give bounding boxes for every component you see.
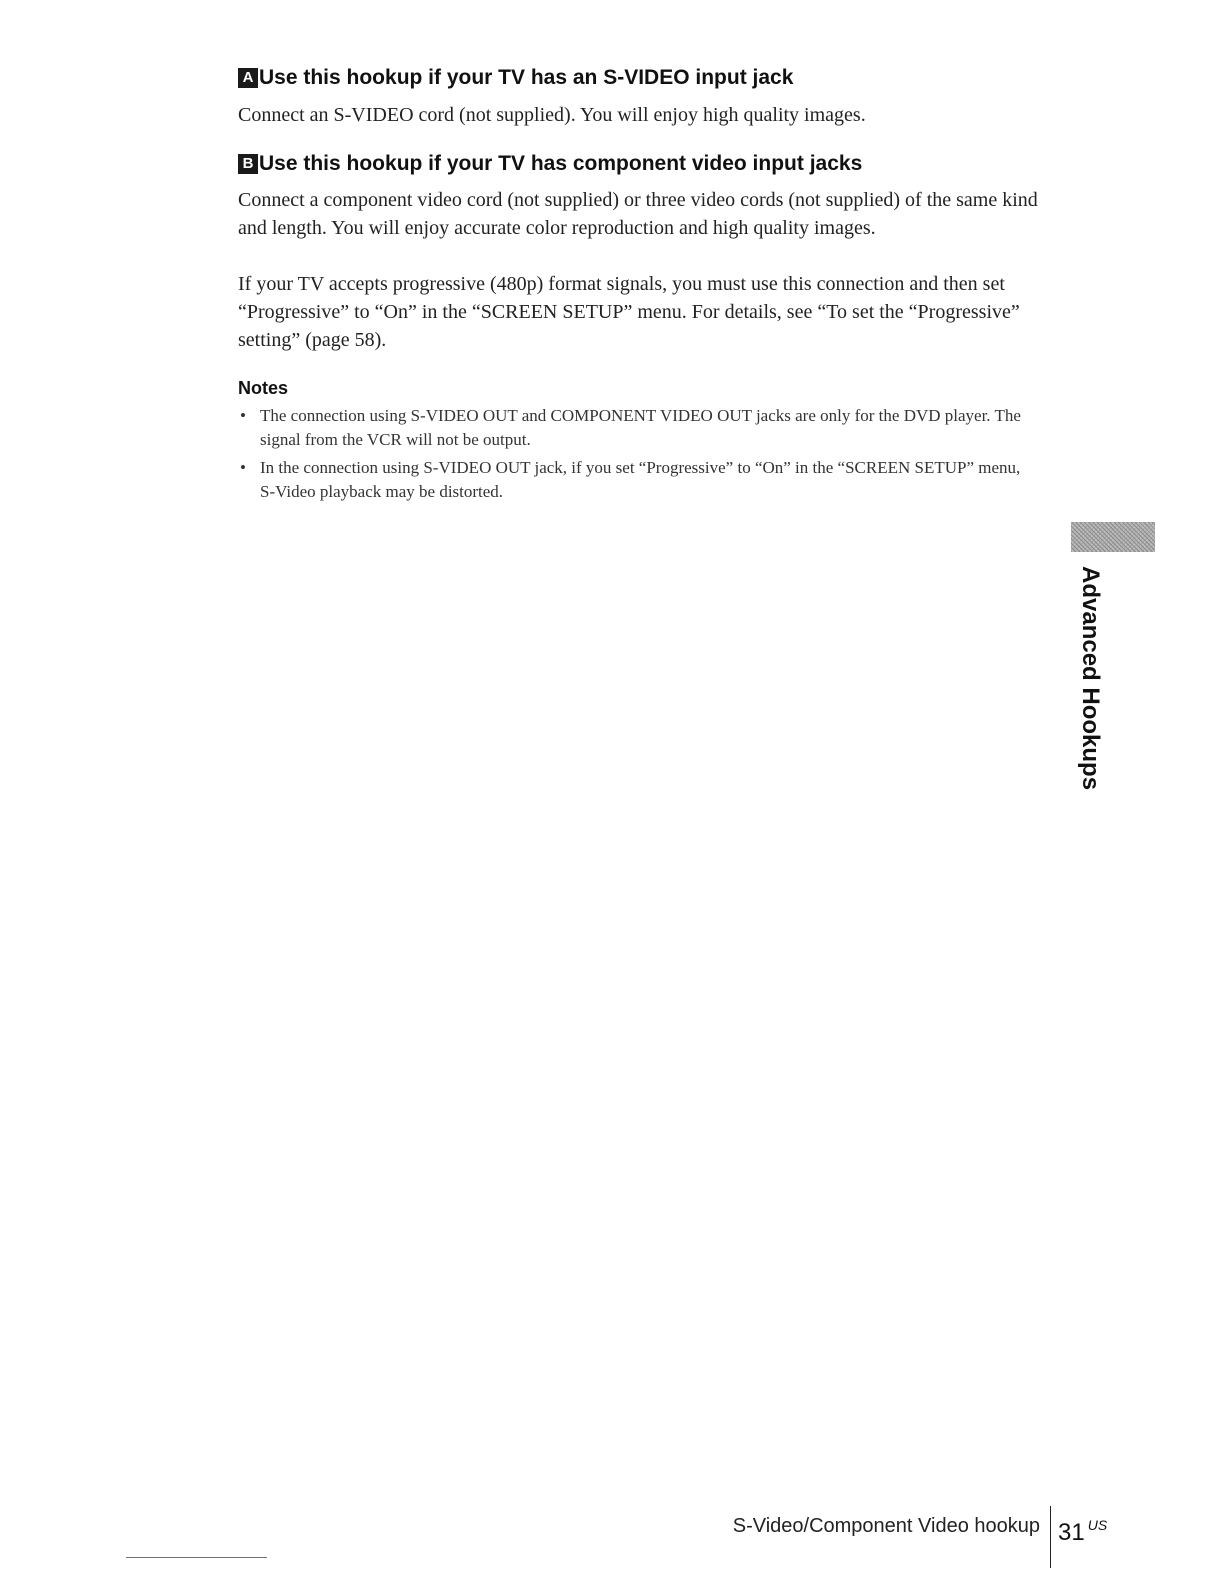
section-b-badge: B <box>238 154 258 174</box>
bullet-icon: • <box>240 406 246 425</box>
section-b-heading-text: Use this hookup if your TV has component video input jacks <box>259 152 863 175</box>
section-a-heading-text: Use this hookup if your TV has an S-VIDEO input jack <box>259 66 794 89</box>
chapter-tab-label-container <box>1073 566 1107 796</box>
page-number-suffix: US <box>1087 1517 1108 1533</box>
note-text: In the connection using S-VIDEO OUT jack, if you set “Progressive” to “On” in the “SCREEN SETUP” menu, S-Video playback may be distorted. <box>260 458 1021 501</box>
notes-heading: Notes <box>238 378 289 398</box>
section-b-heading <box>238 151 862 177</box>
bullet-icon: • <box>240 458 246 477</box>
section-a-body: Connect an S-VIDEO cord (not supplied). You will enjoy high quality images. <box>238 104 866 126</box>
footer-divider <box>1050 1506 1051 1568</box>
note-item <box>238 404 1038 452</box>
footer-section-title: S-Video/Component Video hookup <box>732 1515 1040 1537</box>
section-b-paragraph-2: If your TV accepts progressive (480p) format signals, you must use this connection and then set “Progressive” to “On” in the “SCREEN SETUP” menu. For details, see “To set the “Progressive” setting” (page 58). <box>238 273 1020 351</box>
page-number <box>1058 1509 1107 1549</box>
chapter-tab-marker <box>1071 522 1155 552</box>
section-a-heading <box>238 65 793 91</box>
notes-list <box>238 404 1038 508</box>
section-a-badge: A <box>238 68 258 88</box>
chapter-tab-label: Advanced Hookups <box>1077 566 1104 791</box>
section-b-paragraph-1: Connect a component video cord (not supplied) or three video cords (not supplied) of the same kind and length. You will enjoy accurate color reproduction and high quality images. <box>238 189 1038 239</box>
note-text: The connection using S-VIDEO OUT and COMPONENT VIDEO OUT jacks are only for the DVD player. The signal from the VCR will not be output. <box>260 406 1021 449</box>
note-item <box>238 456 1038 504</box>
bottom-rule <box>126 1557 267 1558</box>
page-number-value: 31 <box>1058 1519 1085 1546</box>
